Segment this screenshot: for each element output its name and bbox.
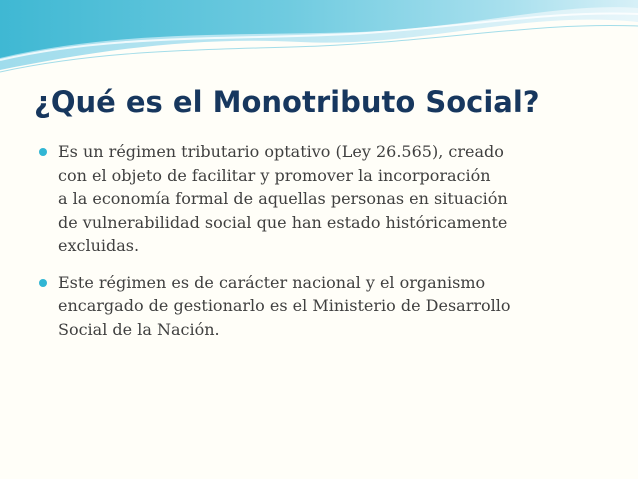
bullet-text-line: Es un régimen tributario optativo (Ley 26.565), creado <box>58 142 504 161</box>
bullet-text-line: a la economía formal de aquellas personas en situación <box>58 189 508 208</box>
bullet-dot-icon <box>39 279 47 287</box>
bullet-text-line: encargado de gestionarlo es el Ministerio de Desarrollo <box>58 296 511 315</box>
wave-header-decoration <box>0 0 638 90</box>
bullet-item <box>38 271 598 342</box>
slide-title: ¿Qué es el Monotributo Social? <box>34 85 540 119</box>
bullet-text-line: de vulnerabilidad social que han estado históricamente <box>58 212 508 232</box>
bullet-list <box>38 140 598 354</box>
bullet-text-line: Este régimen es de carácter nacional y el organismo <box>58 272 486 292</box>
bullet-text-line: excluidas. <box>58 236 140 255</box>
bullet-text-line: Social de la Nación. <box>58 319 220 339</box>
bullet-item <box>38 140 598 258</box>
bullet-dot-icon <box>39 148 47 156</box>
bullet-text-line: con el objeto de facilitar y promover la incorporación <box>58 165 491 185</box>
